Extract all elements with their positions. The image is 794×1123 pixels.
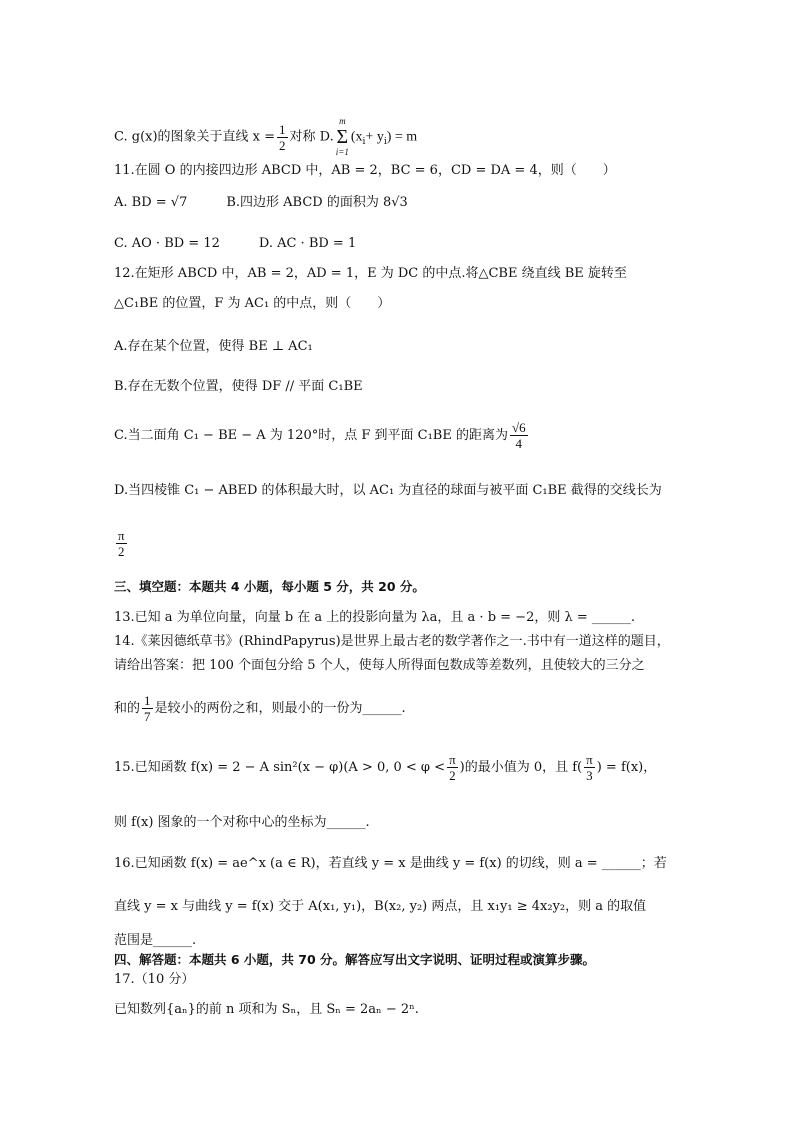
section-3-heading: 三、填空题：本题共 4 小题，每小题 5 分，共 20 分。: [114, 579, 425, 594]
fraction-pi-over-3: $\frac{\pi}{3}$: [586, 752, 593, 783]
question-12-option-a: A.存在某个位置，使得 BE ⊥ AC₁: [114, 339, 313, 354]
option-c-d-q10: C. g(x)的图象关于直线 x = $\frac{1}{2}$ 对称 D. m Σ i=1 $(x_i+ y_i) = m$: [114, 116, 418, 157]
question-11-stem: 11.在圆 O 的内接四边形 ABCD 中，AB = 2，BC = 6，CD = DA = 4，则（ ）: [114, 163, 616, 178]
question-12-stem-cont: △C₁BE 的位置，F 为 AC₁ 的中点，则（ ）: [114, 296, 391, 311]
fraction-pi-over-2: $\frac{\pi}{2}$: [118, 528, 125, 559]
question-11-options-ab: A. BD = √7 B.四边形 ABCD 的面积为 8√3: [114, 195, 408, 210]
option-d-prefix: 对称 D.: [289, 129, 334, 145]
fraction-root6-over-4: $\frac{√6}{4}$: [511, 420, 526, 451]
fraction-one-half: $\frac{1}{2}$: [279, 121, 286, 153]
summation-symbol: m Σ i=1: [335, 116, 349, 157]
question-12-option-d: D.当四棱锥 C₁ − ABED 的体积最大时，以 AC₁ 为直径的球面与被平面 C₁BE 截得的交线长为: [114, 483, 662, 498]
question-11-options-cd: C. AO · BD = 12 D. AC · BD = 1: [114, 236, 357, 251]
fraction-pi-over-2-b: $\frac{\pi}{2}$: [449, 752, 456, 783]
question-12-option-c: C.当二面角 C₁ − BE − A 为 120°时，点 F 到平面 C₁BE 的距离为 $\frac{√6}{4}$: [114, 420, 526, 451]
question-12-stem: 12.在矩形 ABCD 中，AB = 2，AD = 1，E 为 DC 的中点.将△CBE 绕直线 BE 旋转至: [114, 266, 627, 281]
option-c-text: C. g(x)的图象关于直线 x =: [114, 129, 276, 145]
question-16-line2: 直线 y = x 与曲线 y = f(x) 交于 A(x₁, y₁)，B(x₂, y₂) 两点，且 x₁y₁ ≥ 4x₂y₂，则 a 的取值: [114, 899, 647, 914]
section-4-heading: 四、解答题：本题共 6 小题，共 70 分。解答应写出文字说明、证明过程或演算步骤。: [114, 952, 596, 967]
question-14-line1: 14.《莱因德纸草书》(RhindPapyrus)是世界上最古老的数学著作之一.书中有一道这样的题目，: [114, 634, 670, 649]
question-15-line1: 15.已知函数 f(x) = 2 − A sin²(x − φ)(A > 0, 0 < φ < $\frac{\pi}{2}$ )的最小值为 0，且 f( $\frac{\pi}{3}$ ) = f(x)，: [114, 752, 657, 783]
question-12-option-d-answer: [114, 528, 129, 559]
fraction-one-seventh: $\frac{1}{7}$: [144, 693, 151, 724]
question-16-line1: 16.已知函数 f(x) = ae^x (a ∈ R)，若直线 y = x 是曲线 y = f(x) 的切线，则 a = ______；若: [114, 856, 667, 871]
question-15-line2: 则 f(x) 图象的一个对称中心的坐标为______.: [114, 815, 370, 830]
question-14-line2: 请给出答案：把 100 个面包分给 5 个人，使每人所得面包数成等差数列，且使较大的三分之: [114, 658, 645, 673]
question-17-stem: 已知数列{aₙ}的前 n 项和为 Sₙ，且 Sₙ = 2aₙ − 2ⁿ.: [114, 1002, 419, 1017]
question-16-line3: 范围是______.: [114, 933, 197, 948]
question-13: 13.已知 a 为单位向量，向量 b 在 a 上的投影向量为 λa，且 a · b = −2，则 λ = ______.: [114, 610, 635, 625]
question-17-header: 17.（10 分）: [114, 972, 195, 987]
question-12-option-b: B.存在无数个位置，使得 DF // 平面 C₁BE: [114, 379, 363, 394]
question-14-line3: 和的 $\frac{1}{7}$ 是较小的两份之和，则最小的一份为______.: [114, 693, 406, 724]
